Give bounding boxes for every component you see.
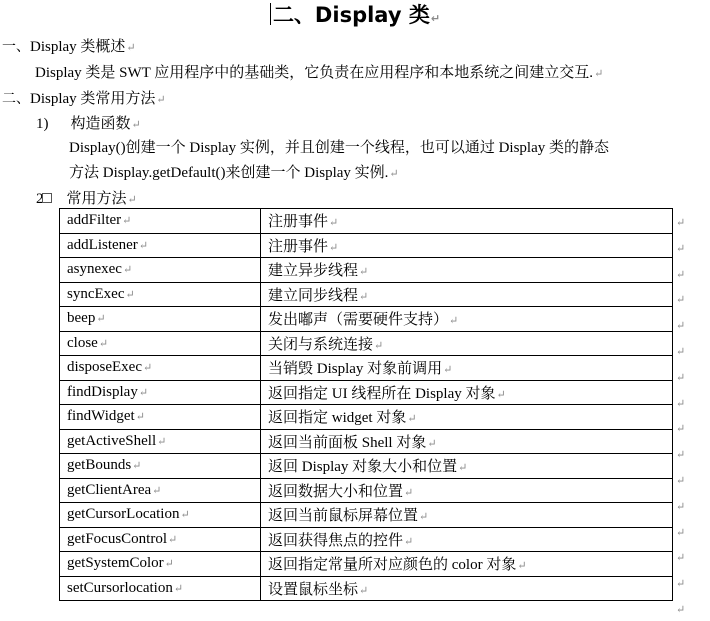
table-row — [60, 478, 673, 503]
method-name: getBounds — [67, 457, 132, 474]
method-description: 设置鼠标坐标 — [268, 581, 359, 598]
paragraph-mark-icon: ↵ — [496, 388, 506, 401]
section-number: 一、 — [2, 39, 30, 55]
subsection-heading-text: 构造函数 — [70, 116, 131, 132]
method-desc-cell — [261, 233, 673, 258]
paragraph-mark-icon: ↵ — [131, 119, 141, 131]
paragraph-mark-icon: ↵ — [594, 68, 604, 80]
row-end-mark-icon: ↵ — [676, 552, 686, 565]
row-end-mark-icon: ↵ — [676, 242, 686, 255]
method-name: addListener — [67, 236, 138, 253]
paragraph-mark-icon: ↵ — [96, 313, 106, 326]
paragraph-mark-icon: ↵ — [359, 290, 369, 303]
section-2-heading — [2, 89, 166, 110]
table-row — [60, 527, 673, 552]
section-heading-text: Display 类概述 — [30, 39, 126, 55]
paragraph-mark-icon: ↵ — [427, 437, 437, 450]
method-name-cell — [60, 258, 261, 283]
paragraph-mark-icon: ↵ — [157, 435, 167, 448]
table-row — [60, 331, 673, 356]
paragraph-mark-icon: ↵ — [138, 386, 149, 399]
paragraph-mark-icon: ↵ — [138, 239, 149, 252]
method-name-cell — [60, 527, 261, 552]
method-desc-cell — [261, 331, 673, 356]
row-end-mark-icon: ↵ — [676, 346, 686, 358]
subsection-1-body-line-2 — [69, 163, 399, 184]
paragraph-mark-icon: ↵ — [374, 339, 384, 352]
method-description: 发出嘟声（需要硬件支持） — [268, 312, 449, 329]
paragraph-mark-icon: ↵ — [122, 215, 132, 228]
paragraph-mark-icon: ↵ — [389, 168, 399, 180]
subsection-number: 2 — [36, 191, 44, 207]
method-desc-cell — [261, 478, 673, 503]
method-description: 注册事件 — [268, 238, 329, 255]
row-end-mark-icon: ↵ — [676, 423, 686, 436]
title-text: 二、Display 类 — [272, 3, 430, 27]
table-row — [60, 576, 673, 601]
subsection-number: 1) — [36, 116, 49, 132]
row-end-mark-icon: ↵ — [676, 397, 686, 410]
method-description: 关闭与系统连接 — [268, 336, 374, 353]
method-desc-cell — [261, 503, 673, 528]
table-row — [60, 356, 673, 381]
method-name-cell — [60, 209, 261, 234]
method-name: asynexec — [67, 261, 122, 278]
paragraph-mark-icon: ↵ — [430, 12, 441, 25]
table-row — [60, 503, 673, 528]
method-name-cell — [60, 576, 261, 601]
paragraph-mark-icon: ↵ — [359, 584, 369, 597]
method-name: close — [67, 334, 98, 351]
method-name: getFocusControl — [67, 530, 167, 547]
method-name-cell — [60, 552, 261, 577]
method-desc-cell — [261, 307, 673, 332]
paragraph-mark-icon: ↵ — [168, 533, 178, 546]
paragraph-mark-icon: ↵ — [127, 194, 137, 206]
method-description: 返回获得焦点的控件 — [268, 532, 404, 549]
method-description: 建立异步线程 — [268, 263, 359, 280]
row-end-mark-icon: ↵ — [676, 449, 686, 462]
method-desc-cell — [261, 209, 673, 234]
table-row — [60, 307, 673, 332]
paragraph-mark-icon: ↵ — [98, 337, 109, 350]
section-1-body — [35, 63, 603, 84]
method-desc-cell — [261, 282, 673, 307]
paragraph-mark-icon: ↵ — [419, 511, 429, 524]
method-description: 建立同步线程 — [268, 287, 359, 304]
paragraph-mark-icon: ↵ — [404, 535, 414, 548]
row-end-mark-icon: ↵ — [676, 371, 686, 384]
row-end-mark-icon: ↵ — [676, 294, 686, 307]
method-name: beep — [67, 310, 96, 327]
method-desc-cell — [261, 454, 673, 479]
methods-table — [59, 208, 673, 601]
row-end-mark-icon: ↵ — [676, 526, 686, 539]
method-description: 返回指定常量所对应颜色的 color 对象 — [268, 557, 517, 574]
methods-table-body — [60, 209, 673, 601]
paragraph-mark-icon: ↵ — [125, 288, 135, 301]
paragraph-mark-icon: ↵ — [329, 217, 339, 230]
method-desc-cell — [261, 429, 673, 454]
paragraph-mark-icon: ↵ — [152, 484, 162, 497]
section-heading-text: Display 类常用方法 — [30, 91, 156, 107]
row-end-mark-icon: ↵ — [676, 268, 686, 281]
paragraph-mark-icon: ↵ — [443, 364, 453, 377]
method-name-cell — [60, 429, 261, 454]
row-end-mark-icon: ↵ — [676, 578, 686, 591]
document-title — [0, 0, 710, 34]
subsection-heading-text: 常用方法 — [66, 191, 127, 207]
paragraph-text: Display 类是 SWT 应用程序中的基础类，它负责在应用程序和本地系统之间建立交互. — [35, 65, 594, 81]
method-name: setCursorlocation — [67, 579, 173, 596]
paragraph-mark-icon: ↵ — [359, 266, 369, 279]
method-description: 返回指定 widget 对象 — [268, 410, 407, 427]
paragraph-mark-icon: ↵ — [164, 558, 174, 571]
table-row — [60, 429, 673, 454]
paragraph-mark-icon: ↵ — [517, 560, 527, 573]
method-desc-cell — [261, 576, 673, 601]
subsection-1-body-line-1 — [69, 138, 609, 158]
method-name: findWidget — [67, 408, 135, 425]
section-1-heading — [2, 37, 136, 58]
subsection-2-heading — [36, 189, 137, 210]
table-row — [60, 405, 673, 430]
paragraph-mark-icon: ↵ — [156, 94, 166, 106]
method-name-cell — [60, 331, 261, 356]
table-row — [60, 258, 673, 283]
method-description: 返回数据大小和位置 — [268, 483, 404, 500]
text-cursor — [270, 3, 271, 25]
method-description: 返回 Display 对象大小和位置 — [268, 459, 458, 476]
table-row — [60, 233, 673, 258]
method-name: getClientArea — [67, 481, 152, 498]
method-name-cell — [60, 282, 261, 307]
method-name-cell — [60, 454, 261, 479]
method-name: disposeExec — [67, 359, 142, 376]
method-description: 注册事件 — [268, 214, 329, 231]
method-name: getSystemColor — [67, 555, 164, 572]
paragraph-mark-icon: ↵ — [126, 42, 136, 54]
method-name: getActiveShell — [67, 432, 157, 449]
method-name: getCursorLocation — [67, 506, 180, 523]
paragraph-text: Display()创建一个 Display 实例，并且创建一个线程，也可以通过 Display 类的静态 — [69, 140, 609, 156]
method-desc-cell — [261, 258, 673, 283]
method-description: 返回当前面板 Shell 对象 — [268, 434, 427, 451]
method-name: findDisplay — [67, 383, 138, 400]
method-desc-cell — [261, 405, 673, 430]
row-end-mark-icon: ↵ — [676, 500, 686, 513]
table-row — [60, 552, 673, 577]
method-name: addFilter — [67, 212, 122, 229]
paragraph-mark-icon: ↵ — [458, 462, 468, 475]
paragraph-mark-icon: ↵ — [449, 315, 459, 328]
method-description: 当销毁 Display 对象前调用 — [268, 361, 443, 378]
paragraph-mark-icon: ↵ — [122, 264, 133, 277]
method-name-cell — [60, 233, 261, 258]
paragraph-mark-icon: ↵ — [404, 486, 414, 499]
method-name-cell — [60, 405, 261, 430]
paragraph-text: 方法 Display.getDefault()来创建一个 Display 实例. — [69, 165, 389, 181]
row-end-mark-icon: ↵ — [676, 604, 686, 616]
paragraph-mark-icon: ↵ — [132, 460, 142, 473]
table-anchor-icon — [42, 193, 52, 203]
paragraph-mark-icon: ↵ — [407, 413, 417, 426]
method-desc-cell — [261, 527, 673, 552]
table-row — [60, 282, 673, 307]
method-desc-cell — [261, 356, 673, 381]
method-name: syncExec — [67, 285, 125, 302]
section-number: 二、 — [2, 91, 30, 107]
method-description: 返回当前鼠标屏幕位置 — [268, 508, 419, 525]
paragraph-mark-icon: ↵ — [142, 362, 153, 375]
method-name-cell — [60, 478, 261, 503]
method-description: 返回指定 UI 线程所在 Display 对象 — [268, 385, 496, 402]
paragraph-mark-icon: ↵ — [180, 509, 190, 522]
paragraph-mark-icon: ↵ — [329, 241, 339, 254]
method-desc-cell — [261, 380, 673, 405]
row-end-mark-icon: ↵ — [676, 217, 686, 229]
row-end-mark-icon: ↵ — [676, 475, 686, 487]
paragraph-mark-icon: ↵ — [135, 411, 145, 424]
table-row — [60, 380, 673, 405]
paragraph-mark-icon: ↵ — [173, 582, 184, 595]
method-name-cell — [60, 356, 261, 381]
subsection-1-heading — [36, 114, 141, 135]
row-end-mark-icon: ↵ — [676, 320, 686, 333]
method-desc-cell — [261, 552, 673, 577]
method-name-cell — [60, 380, 261, 405]
method-name-cell — [60, 503, 261, 528]
table-row — [60, 209, 673, 234]
table-row — [60, 454, 673, 479]
method-name-cell — [60, 307, 261, 332]
